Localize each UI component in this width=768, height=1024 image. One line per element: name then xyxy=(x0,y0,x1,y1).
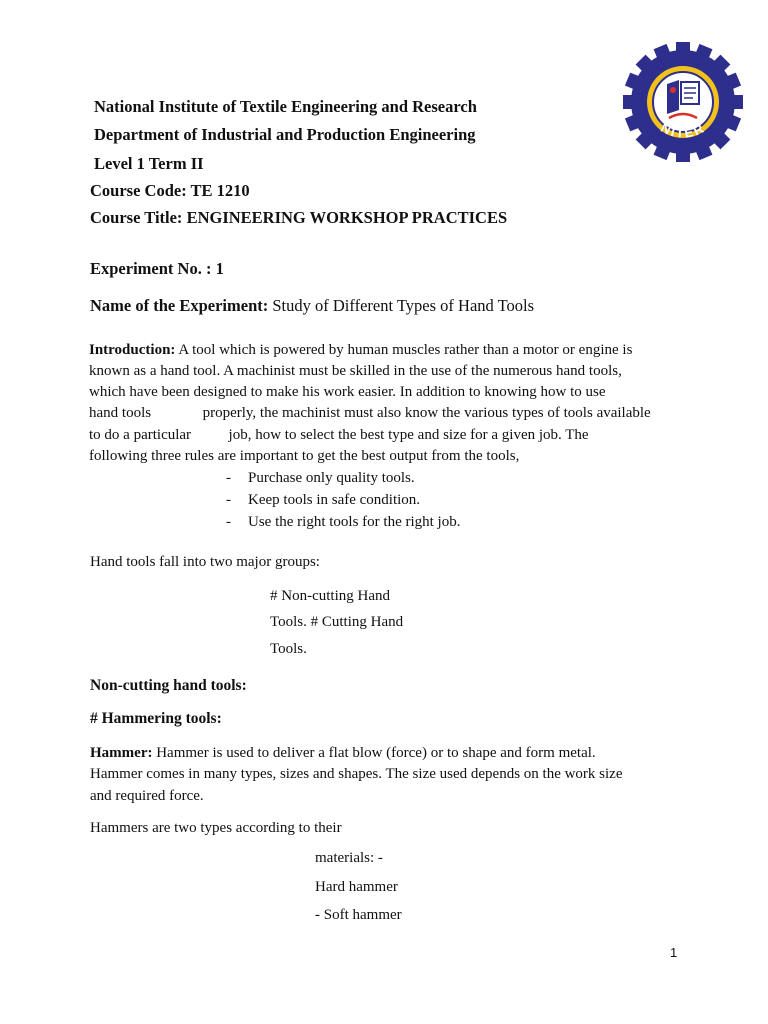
intro-line-6: following three rules are important to get the best output from the tools, xyxy=(89,448,520,464)
hammer-line-2: Hammer comes in many types, sizes and shapes. The size used depends on the work size xyxy=(90,766,623,782)
groups-line-3: Tools. xyxy=(270,641,307,657)
hammer-line-3: and required force. xyxy=(90,788,204,804)
groups-intro: Hand tools fall into two major groups: xyxy=(90,554,320,570)
level-term: Level 1 Term II xyxy=(94,154,204,173)
hammer-types-line: Hard hammer xyxy=(315,879,398,895)
groups-line-2: Tools. # Cutting Hand xyxy=(270,614,404,630)
hammer-types-intro: Hammers are two types according to their xyxy=(90,820,342,836)
logo-text: NITER xyxy=(658,119,708,141)
intro-line-2: known as a hand tool. A machinist must be skilled in the use of the numerous hand tools, xyxy=(89,363,622,379)
hammer-line-1: Hammer: Hammer is used to deliver a flat blow (force) or to shape and form metal. xyxy=(90,745,596,761)
groups-line-1: # Non-cutting Hand xyxy=(270,588,390,604)
niter-logo xyxy=(621,40,745,164)
intro-label: Introduction: xyxy=(89,342,176,358)
department-name: Department of Industrial and Production Engineering xyxy=(94,125,476,144)
rule-item: - Use the right tools for the right job. xyxy=(226,514,461,530)
hammer-label: Hammer: xyxy=(90,745,153,761)
hammer-types-line: - Soft hammer xyxy=(315,907,402,923)
experiment-name: Name of the Experiment: Study of Different Types of Hand Tools xyxy=(90,296,535,315)
intro-line-4: hand tools properly, the machinist must also know the various types of tools available xyxy=(89,405,651,421)
rule-item: - Purchase only quality tools. xyxy=(226,470,415,486)
page-number: 1 xyxy=(670,945,678,960)
institute-name: National Institute of Textile Engineering and Research xyxy=(94,97,477,116)
course-title: Course Title: ENGINEERING WORKSHOP PRACTICES xyxy=(90,208,508,227)
hammering-subheading: # Hammering tools: xyxy=(90,710,222,727)
intro-line-5: to do a particular job, how to select the best type and size for a given job. The xyxy=(89,427,589,443)
noncutting-heading: Non-cutting hand tools: xyxy=(90,677,247,694)
course-code: Course Code: TE 1210 xyxy=(90,181,250,200)
intro-line-1: Introduction: A tool which is powered by human muscles rather than a motor or engine is xyxy=(89,342,633,358)
experiment-number: Experiment No. : 1 xyxy=(90,259,224,278)
hammer-types-line: materials: - xyxy=(315,850,383,866)
rule-item: - Keep tools in safe condition. xyxy=(226,492,421,508)
intro-line-3: which have been designed to make his work easier. In addition to knowing how to use xyxy=(89,384,606,400)
